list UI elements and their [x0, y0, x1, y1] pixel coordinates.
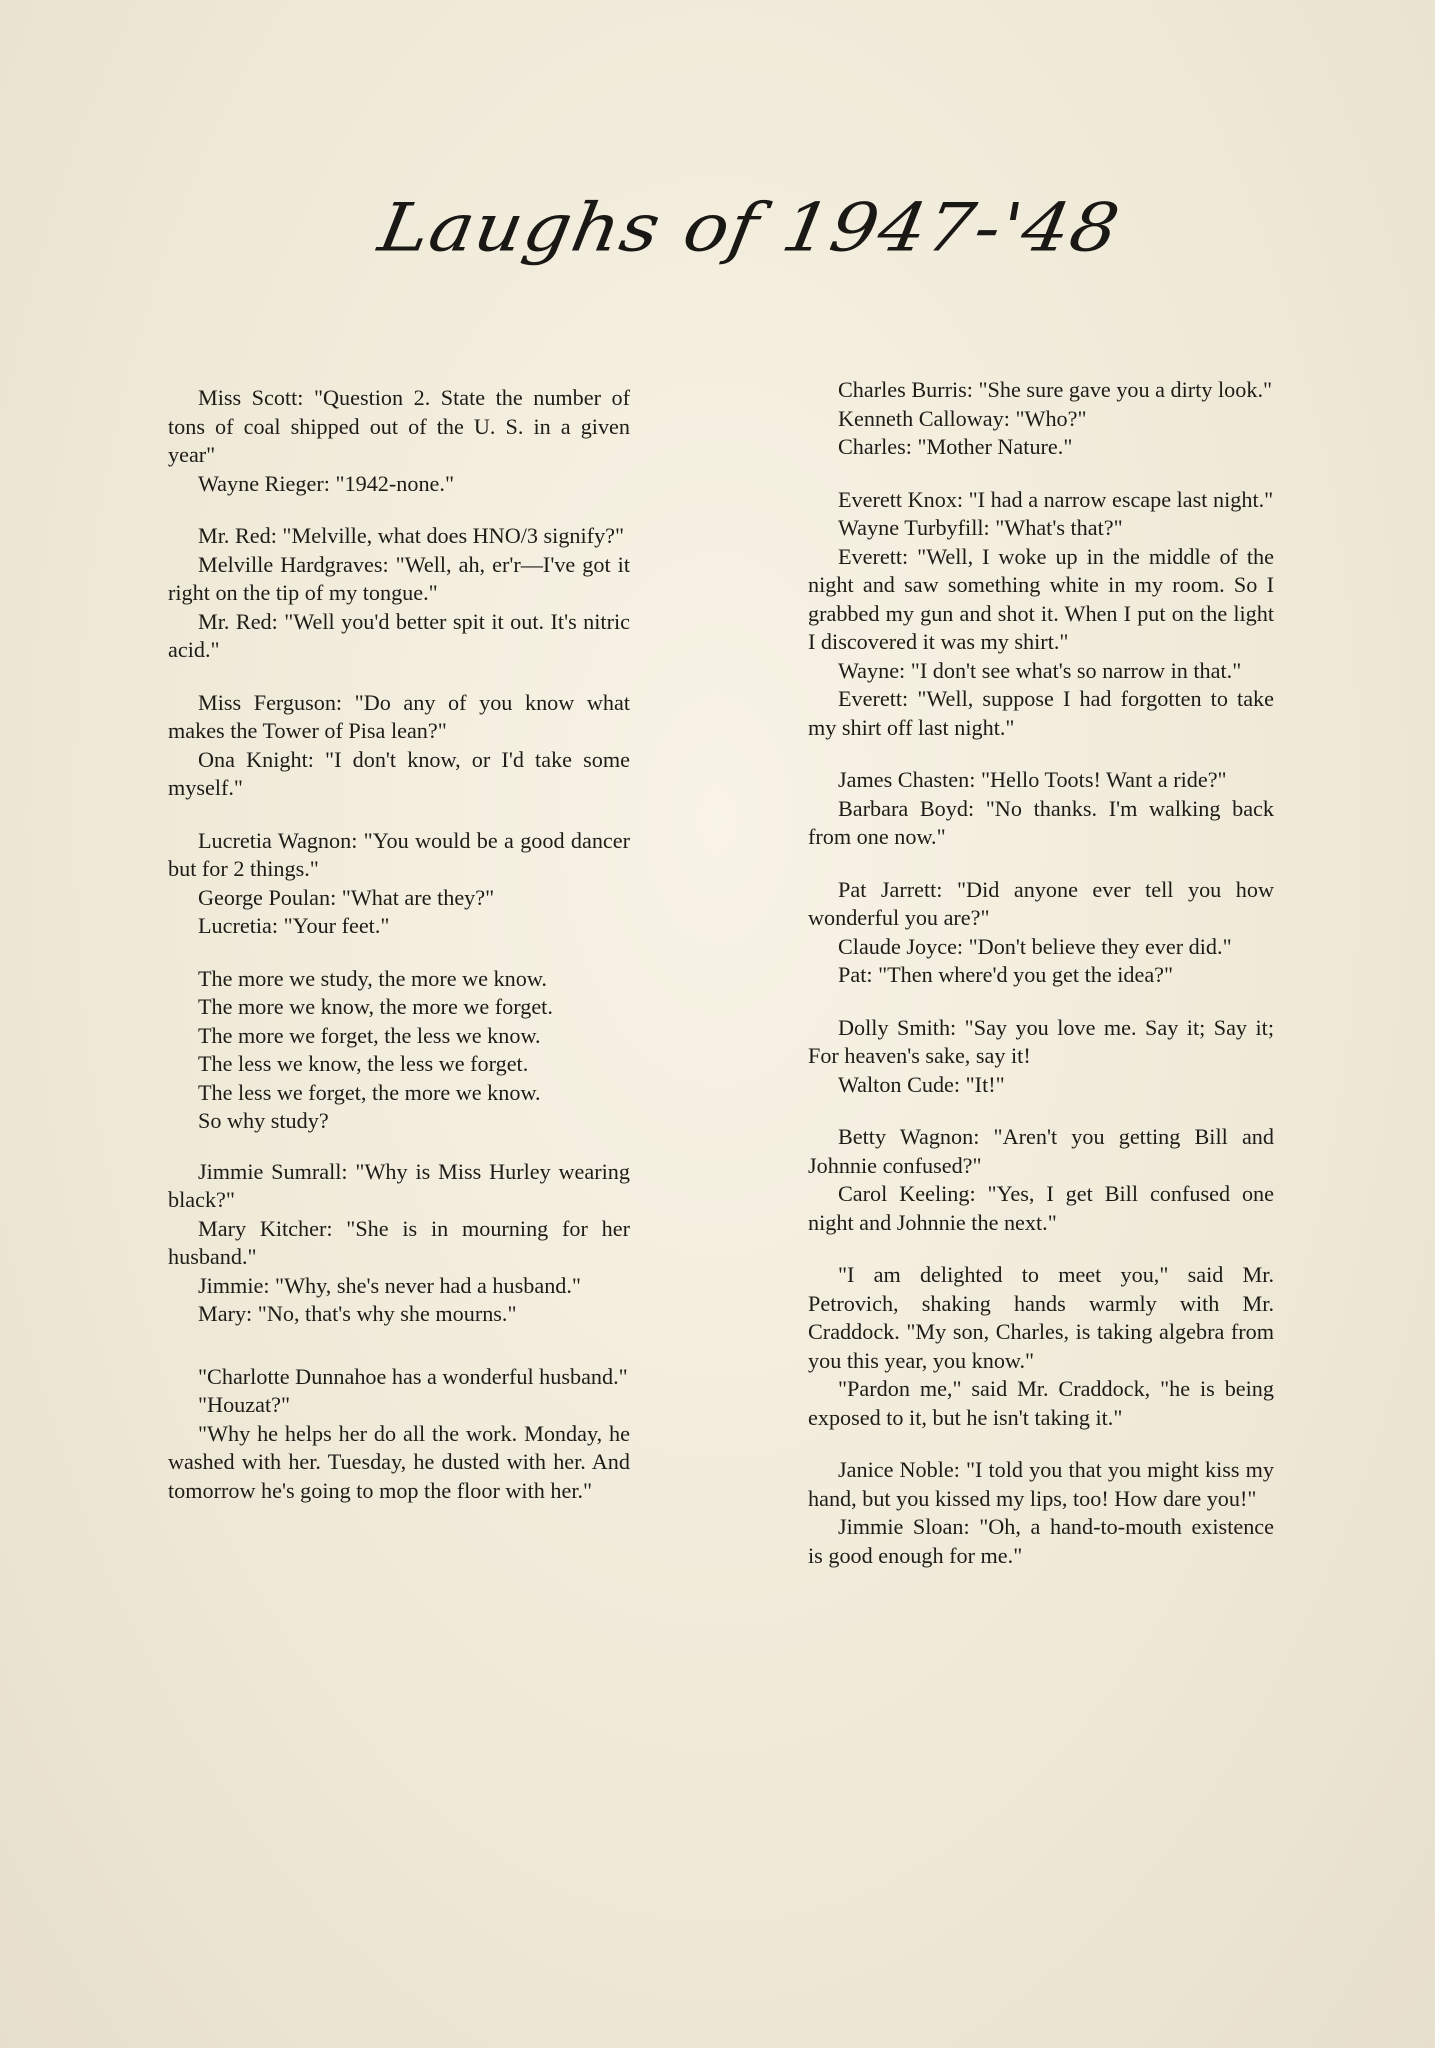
joke-line: Jimmie Sumrall: "Why is Miss Hurley wearing black?": [168, 1158, 630, 1212]
joke-line: Claude Joyce: "Don't believe they ever did.": [838, 933, 1232, 959]
joke-line: Lucretia Wagnon: "You would be a good dancer but for 2 things.": [168, 827, 630, 881]
joke-block: [168, 384, 630, 498]
poem-line: So why study?: [198, 1108, 329, 1133]
joke-line: Janice Noble: "I told you that you might kiss my hand, but you kissed my lips, too! How dare you!": [808, 1457, 1274, 1511]
joke-line: James Chasten: "Hello Toots! Want a ride?": [838, 767, 1227, 792]
joke-line: Mr. Red: "Melville, what does HNO/3 signify?": [198, 523, 625, 548]
joke-line: George Poulan: "What are they?": [198, 884, 495, 910]
joke-line: Charles Burris: "She sure gave you a dirty look.": [838, 377, 1273, 402]
joke-line: Mary: "No, that's why she mourns.": [198, 1301, 517, 1326]
joke-block: [808, 1456, 1274, 1570]
joke-block: [168, 827, 630, 941]
joke-block: [168, 1363, 630, 1506]
joke-line: Jimmie: "Why, she's never had a husband.": [198, 1272, 581, 1298]
joke-line: "Charlotte Dunnahoe has a wonderful husband.": [198, 1363, 628, 1389]
joke-line: Barbara Boyd: "No thanks. I'm walking back from one now.": [808, 795, 1274, 849]
joke-line: "I am delighted to meet you," said Mr. Petrovich, shaking hands warmly with Mr. Craddock. "My son, Charles, is taking algebra from you this year, you know.": [808, 1262, 1274, 1373]
joke-line: Carol Keeling: "Yes, I get Bill confused one night and Johnnie the next.": [808, 1181, 1274, 1235]
joke-line: Pat Jarrett: "Did anyone ever tell you how wonderful you are?": [808, 876, 1274, 930]
joke-block: [808, 1014, 1274, 1100]
joke-line: Mary Kitcher: "She is in mourning for her husband.": [168, 1215, 630, 1269]
poem-line: The less we forget, the more we know.: [198, 1079, 541, 1105]
joke-line: "Why he helps her do all the work. Monday, he washed with her. Tuesday, he dusted with her. And tomorrow he's going to mop the floor with her.": [168, 1420, 630, 1503]
joke-block: [808, 1123, 1274, 1237]
joke-block: [168, 1158, 630, 1329]
poem-line: The more we study, the more we know.: [198, 965, 547, 991]
joke-line: Wayne Rieger: "1942-none.": [198, 470, 455, 496]
joke-line: Jimmie Sloan: "Oh, a hand-to-mouth existence is good enough for me.": [808, 1514, 1274, 1568]
joke-line: Ona Knight: "I don't know, or I'd take some myself.": [168, 746, 630, 800]
poem-block: [168, 965, 630, 1136]
joke-block: [808, 876, 1274, 990]
poem-line: The more we know, the more we forget.: [198, 994, 553, 1019]
joke-block: [808, 766, 1274, 852]
page-title: Laughs of 1947-'48: [373, 189, 1126, 267]
poem-line: The more we forget, the less we know.: [198, 1022, 541, 1048]
joke-line: Betty Wagnon: "Aren't you getting Bill and Johnnie confused?": [808, 1124, 1274, 1178]
joke-line: Wayne: "I don't see what's so narrow in that.": [838, 657, 1242, 683]
right-column: [808, 376, 1274, 1594]
joke-block: [808, 376, 1274, 462]
joke-line: Everett: "Well, I woke up in the middle of the night and saw something white in my room. So I grabbed my gun and shot it. When I put on the light I discovered it was my shirt.": [808, 543, 1274, 654]
poem-line: The less we know, the less we forget.: [198, 1051, 529, 1076]
joke-line: Melville Hardgraves: "Well, ah, er'r—I've got it right on the tip of my tongue.": [168, 551, 630, 605]
joke-line: "Pardon me," said Mr. Craddock, "he is being exposed to it, but he isn't taking it.": [808, 1376, 1274, 1430]
joke-line: Dolly Smith: "Say you love me. Say it; Say it; For heaven's sake, say it!: [808, 1014, 1274, 1068]
joke-line: Lucretia: "Your feet.": [198, 913, 390, 938]
joke-line: Walton Cude: "It!": [838, 1071, 1005, 1097]
joke-line: Everett: "Well, suppose I had forgotten to take my shirt off last night.": [808, 686, 1274, 740]
joke-line: "Houzat?": [198, 1392, 291, 1417]
left-column: [168, 384, 630, 1529]
joke-line: Pat: "Then where'd you get the idea?": [838, 962, 1174, 987]
joke-line: Miss Ferguson: "Do any of you know what makes the Tower of Pisa lean?": [168, 689, 630, 743]
joke-line: Charles: "Mother Nature.": [838, 434, 1073, 459]
joke-line: Everett Knox: "I had a narrow escape last night.": [838, 486, 1274, 512]
joke-block: [168, 689, 630, 803]
joke-block: [808, 486, 1274, 743]
joke-line: Kenneth Calloway: "Who?": [838, 405, 1087, 431]
joke-block: [808, 1261, 1274, 1432]
joke-line: Wayne Turbyfill: "What's that?": [838, 515, 1123, 540]
joke-line: Miss Scott: "Question 2. State the number of tons of coal shipped out of the U. S. in a given year": [168, 385, 630, 467]
joke-block: [168, 522, 630, 665]
joke-line: Mr. Red: "Well you'd better spit it out. It's nitric acid.": [168, 608, 630, 662]
